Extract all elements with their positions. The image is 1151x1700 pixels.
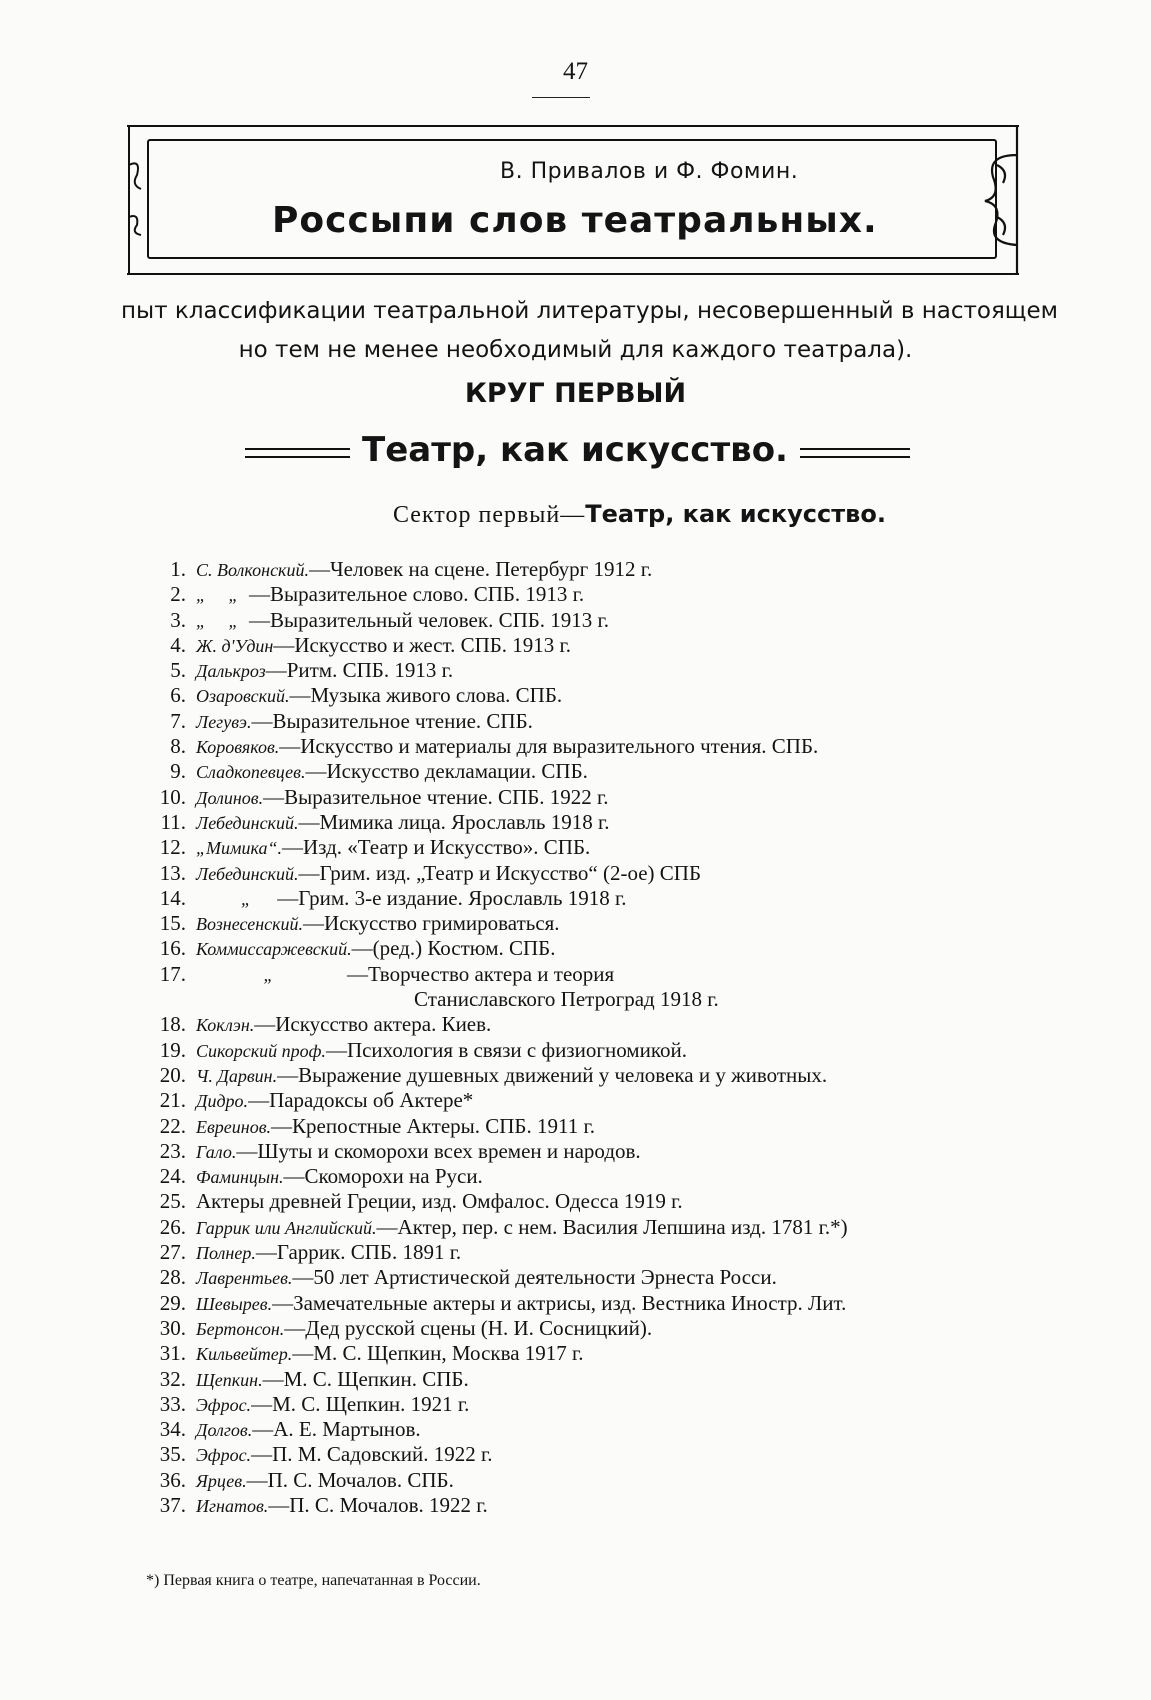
list-item: [150, 785, 1050, 810]
entry-title: —П. С. Мочалов. СПБ.: [246, 1467, 454, 1492]
entry-text: [196, 1114, 595, 1140]
entry-title: —Изд. «Театр и Искусство». СПБ.: [281, 835, 591, 860]
entry-author: Ч. Дарвин.: [196, 1065, 278, 1086]
list-item: [150, 1215, 1050, 1240]
authors: В. Привалов и Ф. Фомин.: [500, 159, 799, 184]
entry-number: 8.: [170, 734, 186, 759]
entry-text: [196, 1063, 827, 1089]
entry-title: —Психология в связи с физиогномикой.: [325, 1037, 687, 1062]
sector-name: Театр, как искусство.: [585, 500, 886, 528]
entry-number: 2.: [170, 582, 186, 607]
entry-text: [196, 658, 453, 684]
entry-text: [196, 911, 560, 937]
entry-text: [196, 734, 818, 760]
page-number-rule: [532, 97, 590, 98]
entry-text: [196, 557, 652, 583]
entry-continuation: Станиславского Петроград 1918 г.: [414, 987, 719, 1012]
entry-number: 37.: [159, 1492, 186, 1517]
entry-number: 20.: [159, 1062, 186, 1087]
entry-number: 10.: [159, 784, 186, 809]
entry-number: 21.: [159, 1088, 186, 1113]
list-item: [150, 936, 1050, 961]
entry-title: —50 лет Артистической деятельности Эрнеста Росси.: [292, 1265, 777, 1290]
entry-text: [196, 683, 562, 709]
entry-text: [196, 1291, 846, 1317]
entry-author: „Мимика“.: [196, 838, 282, 859]
entry-number: 5.: [170, 658, 186, 683]
entry-author: Бертонсон.: [196, 1318, 285, 1339]
entry-title: —Выразительное чтение. СПБ.: [251, 708, 533, 733]
entry-title: —М. С. Щепкин. 1921 г.: [251, 1391, 470, 1416]
entry-title: —Грим. 3-е издание. Ярославль 1918 г.: [251, 885, 627, 910]
entry-text: [196, 633, 571, 659]
entry-author: „: [196, 888, 252, 909]
left-double-rule: [245, 448, 350, 458]
entry-number: 29.: [159, 1290, 186, 1315]
entry-author: Евреинов.: [196, 1116, 272, 1137]
entry-title: —П. С. Мочалов. 1922 г.: [268, 1492, 488, 1517]
entry-number: 19.: [159, 1037, 186, 1062]
entry-title: —М. С. Щепкин, Москва 1917 г.: [292, 1341, 584, 1366]
entry-text: [196, 1367, 469, 1393]
entry-number: 6.: [170, 683, 186, 708]
entry-title: —Человек на сцене. Петербург 1912 г.: [308, 557, 653, 581]
list-item: [150, 1114, 1050, 1139]
list-item: [150, 1442, 1050, 1467]
entry-title: —Скоморохи на Руси.: [283, 1164, 483, 1189]
entry-text: [196, 1215, 848, 1241]
list-item: [150, 1392, 1050, 1417]
list-item: [150, 1038, 1050, 1063]
entry-text: [196, 1139, 641, 1165]
entry-title: —П. М. Садовский. 1922 г.: [251, 1442, 493, 1467]
list-item: [150, 1367, 1050, 1392]
entry-title: —Искусство гримироваться.: [303, 911, 560, 936]
entry-author: Долинов.: [196, 787, 264, 808]
list-item: [150, 1088, 1050, 1113]
book-title: Россыпи слов театральных.: [272, 200, 878, 241]
entry-author: Далькроз: [196, 661, 266, 682]
list-item: [150, 759, 1050, 784]
entry-title: —Актер, пер. с нем. Василия Лепшина изд. 1781 г.*): [376, 1214, 848, 1239]
entry-text: [196, 608, 609, 634]
entry-title: —Искусство декламации. СПБ.: [305, 759, 588, 784]
entry-text: [196, 861, 701, 887]
entry-text: [196, 810, 610, 836]
entry-text: [196, 1240, 461, 1266]
list-item: [150, 1012, 1050, 1037]
list-item: [150, 886, 1050, 911]
entry-title: —Искусство актера. Киев.: [254, 1012, 492, 1037]
list-item: [150, 1468, 1050, 1493]
entry-number: 9.: [170, 759, 186, 784]
list-item: [150, 1493, 1050, 1518]
entry-text: [196, 936, 556, 962]
page-number: 47: [563, 58, 588, 85]
entry-author: Легувэ.: [196, 711, 252, 732]
section-title-row: [0, 428, 1151, 478]
entry-number: 28.: [159, 1265, 186, 1290]
entry-title: —Искусство и материалы для выразительного чтения. СПБ.: [279, 734, 819, 759]
entry-number: 24.: [159, 1164, 186, 1189]
footnote: *) Первая книга о театре, напечатанная в России.: [146, 1572, 481, 1589]
circle-heading: КРУГ ПЕРВЫЙ: [464, 378, 687, 409]
entry-number: 16.: [159, 936, 186, 961]
list-item: [150, 582, 1050, 607]
entry-number: 7.: [170, 708, 186, 733]
entry-number: 1.: [170, 557, 186, 581]
entry-author: Эфрос.: [196, 1394, 252, 1415]
list-item: [150, 1063, 1050, 1088]
entry-text: [196, 709, 533, 735]
entry-text: [196, 835, 590, 861]
list-item: [150, 557, 1050, 582]
entry-author: Гаррик или Английский.: [196, 1217, 377, 1238]
list-item: [150, 1139, 1050, 1164]
entry-number: 17.: [159, 961, 186, 986]
entry-number: 27.: [159, 1240, 186, 1265]
list-item: [150, 861, 1050, 886]
entry-text: [196, 962, 614, 988]
list-item: [150, 658, 1050, 683]
entry-text: [196, 1468, 454, 1494]
entry-text: [196, 1265, 777, 1291]
list-item: [150, 962, 1050, 987]
entry-title: —Дед русской сцены (Н. И. Сосницкий).: [284, 1315, 653, 1340]
entry-text: [196, 1038, 687, 1064]
entry-author: Сладкопевцев.: [196, 762, 306, 783]
entry-number: 15.: [159, 911, 186, 936]
entry-number: 14.: [159, 885, 186, 910]
entry-number: 23.: [159, 1138, 186, 1163]
entry-text: [196, 1442, 492, 1468]
entry-author: Коммиссаржевский.: [196, 939, 352, 960]
entry-number: 25.: [159, 1189, 186, 1214]
entry-text: [196, 1392, 469, 1418]
entry-title: —Шуты и скоморохи всех времен и народов.: [236, 1138, 641, 1163]
entry-author: Лебединский.: [196, 812, 299, 833]
entry-title: —Выразительное чтение. СПБ. 1922 г.: [263, 784, 609, 809]
entry-number: 4.: [170, 632, 186, 657]
entry-text: [196, 886, 626, 912]
subtitle-line-1: пыт классификации театральной литературы, несовершенный в настоящем: [121, 298, 1058, 324]
section-title: Театр, как искусство.: [362, 430, 788, 470]
entry-author: Щепкин.: [196, 1369, 263, 1390]
entry-author: Ярцев.: [196, 1470, 247, 1491]
entry-title: —М. С. Щепкин. СПБ.: [262, 1366, 469, 1391]
entry-number: 33.: [159, 1391, 186, 1416]
entry-title: —А. Е. Мартынов.: [252, 1417, 421, 1442]
entry-text: [196, 759, 588, 785]
list-item: [150, 911, 1050, 936]
entry-author: Сикорский проф.: [196, 1040, 326, 1061]
entry-title: Актеры древней Греции, изд. Омфалос. Одесса 1919 г.: [196, 1189, 683, 1214]
entry-title: —Грим. изд. „Театр и Искусство“ (2-ое) СПБ: [298, 860, 702, 885]
entry-text: [196, 1164, 483, 1190]
entry-author: Лаврентьев.: [196, 1268, 293, 1289]
list-item: [150, 1265, 1050, 1290]
entry-author: Вознесенский.: [196, 914, 304, 935]
entry-author: Коровяков.: [196, 737, 280, 758]
list-item: [150, 1417, 1050, 1442]
entry-author: Озаровский.: [196, 686, 290, 707]
list-item: [150, 683, 1050, 708]
list-item: [150, 1240, 1050, 1265]
entry-title: —Выразительное слово. СПБ. 1913 г.: [238, 582, 585, 607]
right-double-rule: [800, 448, 910, 458]
list-item: [150, 633, 1050, 658]
entry-text: [196, 1012, 491, 1038]
entry-number: 30.: [159, 1315, 186, 1340]
sector-heading: [393, 500, 886, 529]
entry-author: Коклэн.: [196, 1015, 255, 1036]
entry-author: Шевырев.: [196, 1293, 273, 1314]
entry-title: —Музыка живого слова. СПБ.: [289, 683, 563, 708]
entry-author: „ „: [196, 610, 239, 631]
entry-number: 32.: [159, 1366, 186, 1391]
list-item: [150, 1341, 1050, 1366]
entry-author: Полнер.: [196, 1243, 256, 1264]
list-item: [150, 1316, 1050, 1341]
entry-author: „: [196, 964, 274, 985]
entry-author: „ „: [196, 585, 239, 606]
entry-author: Кильвейтер.: [196, 1344, 293, 1365]
entry-author: С. Волконский.: [196, 560, 309, 580]
entry-number: 11.: [160, 809, 186, 834]
entry-author: Лебединский.: [196, 863, 299, 884]
entry-title: —Мимика лица. Ярославль 1918 г.: [298, 809, 610, 834]
subtitle-line-2: но тем не менее необходимый для каждого театрала).: [238, 337, 913, 363]
list-item: [150, 1189, 1050, 1214]
entry-number: 26.: [159, 1214, 186, 1239]
entry-text: [196, 785, 609, 811]
entry-text: [196, 582, 584, 608]
entry-author: Дидро.: [196, 1091, 249, 1112]
list-item: [150, 734, 1050, 759]
frame-inner-border: [147, 139, 997, 259]
entry-number: 36.: [159, 1467, 186, 1492]
entry-number: 35.: [159, 1442, 186, 1467]
entry-text: [196, 1341, 584, 1367]
list-item: [150, 608, 1050, 633]
entry-title: —(ред.) Костюм. СПБ.: [351, 936, 556, 961]
entry-title: —Гаррик. СПБ. 1891 г.: [255, 1240, 462, 1265]
entry-author: Игнатов.: [196, 1495, 269, 1516]
entry-title: —Искусство и жест. СПБ. 1913 г.: [273, 632, 572, 657]
list-item: [150, 810, 1050, 835]
entry-text: [196, 1189, 683, 1215]
list-item-continuation: [150, 987, 1050, 1012]
entry-title: —Творчество актера и теория: [273, 961, 615, 986]
entry-title: —Выразительный человек. СПБ. 1913 г.: [238, 607, 610, 632]
list-item: [150, 709, 1050, 734]
sector-label: Сектор первый—: [393, 502, 586, 528]
entry-number: 31.: [159, 1341, 186, 1366]
entry-number: 3.: [170, 607, 186, 632]
right-scroll-ornament: [979, 125, 1019, 275]
entry-text: [196, 1088, 473, 1114]
bibliography-list: [150, 557, 1050, 1518]
entry-number: 18.: [159, 1012, 186, 1037]
entry-text: [196, 1316, 652, 1342]
entry-title: —Замечательные актеры и актрисы, изд. Вестника Иностр. Лит.: [272, 1290, 847, 1315]
list-item: [150, 835, 1050, 860]
entry-title: —Ритм. СПБ. 1913 г.: [265, 658, 454, 683]
list-item: [150, 1291, 1050, 1316]
left-scroll-ornament: [127, 125, 149, 275]
entry-author: Эфрос.: [196, 1445, 252, 1466]
entry-author: Долгов.: [196, 1420, 253, 1441]
entry-number: 22.: [159, 1113, 186, 1138]
entry-text: [196, 1417, 421, 1443]
entry-number: 12.: [159, 835, 186, 860]
entry-author: Фаминцын.: [196, 1167, 284, 1188]
entry-number: 13.: [159, 860, 186, 885]
entry-number: 34.: [159, 1417, 186, 1442]
entry-author: Ж. д'Удин: [196, 635, 274, 656]
entry-author: Гало.: [196, 1141, 237, 1162]
entry-title: —Парадоксы об Актере*: [248, 1088, 474, 1113]
entry-title: —Выражение душевных движений у человека и у животных.: [277, 1062, 828, 1087]
list-item: [150, 1164, 1050, 1189]
entry-title: —Крепостные Актеры. СПБ. 1911 г.: [271, 1113, 595, 1138]
entry-text: [196, 1493, 488, 1519]
